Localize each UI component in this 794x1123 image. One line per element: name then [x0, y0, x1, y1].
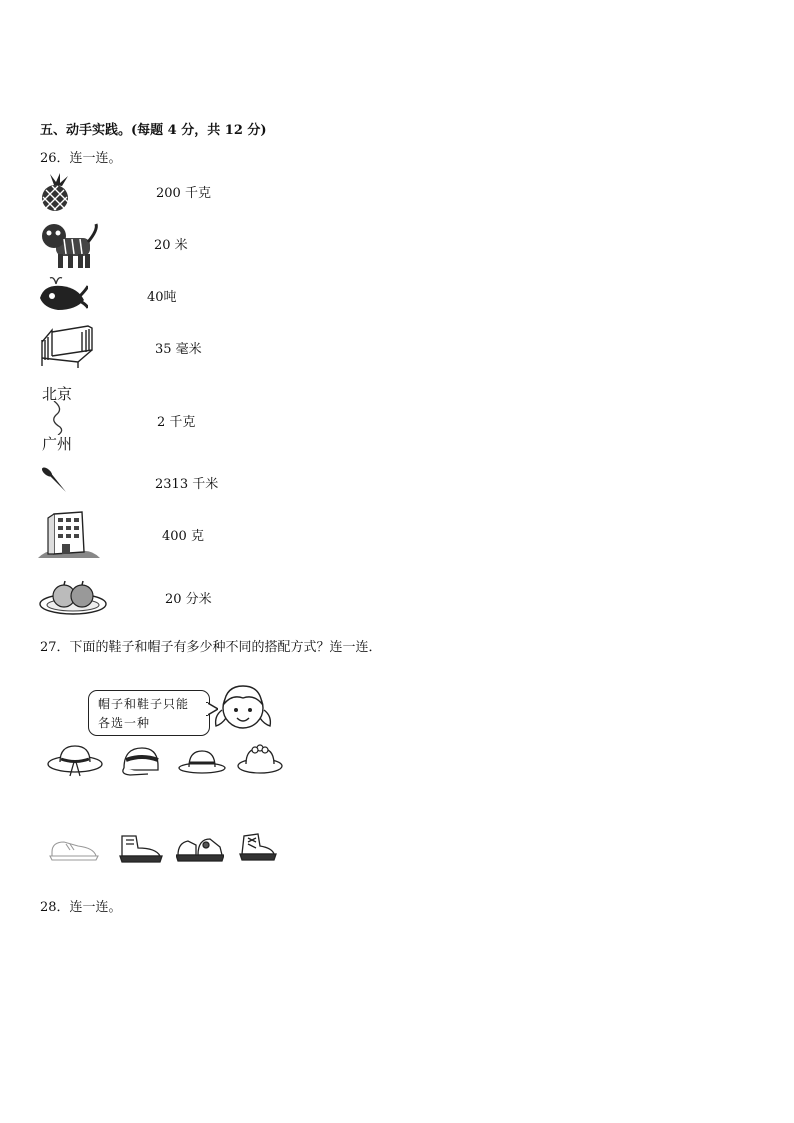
- cap-icon: [118, 744, 162, 778]
- whale-icon: [36, 274, 88, 314]
- boot-icon: [116, 830, 164, 864]
- bed-icon: [38, 322, 94, 368]
- question-27-label: 27．下面的鞋子和帽子有多少种不同的搭配方式？连一连．: [40, 640, 382, 655]
- speech-line-2: 各选一种: [98, 716, 151, 730]
- lace-shoe-icon: [236, 830, 278, 864]
- flower-hat-icon: [236, 742, 284, 776]
- speech-text: [98, 695, 189, 733]
- map-label-beijing: 北京: [42, 385, 73, 403]
- value-20-m: 20 米: [154, 238, 188, 253]
- value-40-t: 40吨: [147, 290, 177, 305]
- fedora-icon: [177, 747, 227, 775]
- apple-plate-icon: [38, 580, 108, 616]
- sneaker-icon: [48, 836, 100, 862]
- value-400-g: 400 克: [162, 529, 204, 544]
- nail-icon: [40, 465, 70, 495]
- speech-line-1: 帽子和鞋子只能: [98, 697, 190, 711]
- value-200-kg: 200 千克: [156, 186, 211, 201]
- building-icon: [38, 508, 100, 560]
- value-20-dm: 20 分米: [165, 592, 212, 607]
- value-2313-km: 2313 千米: [155, 477, 219, 492]
- tiger-icon: [38, 220, 100, 270]
- hiking-shoe-icon: [176, 831, 224, 863]
- beijing-guangzhou-map-icon: [40, 383, 86, 455]
- sun-hat-icon: [46, 742, 104, 778]
- value-2-kg: 2 千克: [157, 415, 196, 430]
- question-28-label: 28．连一连。: [40, 900, 122, 915]
- question-26-label: 26．连一连。: [40, 151, 122, 166]
- girl-icon: [212, 680, 274, 738]
- value-35-mm: 35 毫米: [155, 342, 202, 357]
- section-title: 五、动手实践。(每题 4 分，共 12 分): [40, 123, 267, 138]
- map-label-guangzhou: 广州: [42, 435, 73, 453]
- pineapple-icon: [38, 172, 74, 212]
